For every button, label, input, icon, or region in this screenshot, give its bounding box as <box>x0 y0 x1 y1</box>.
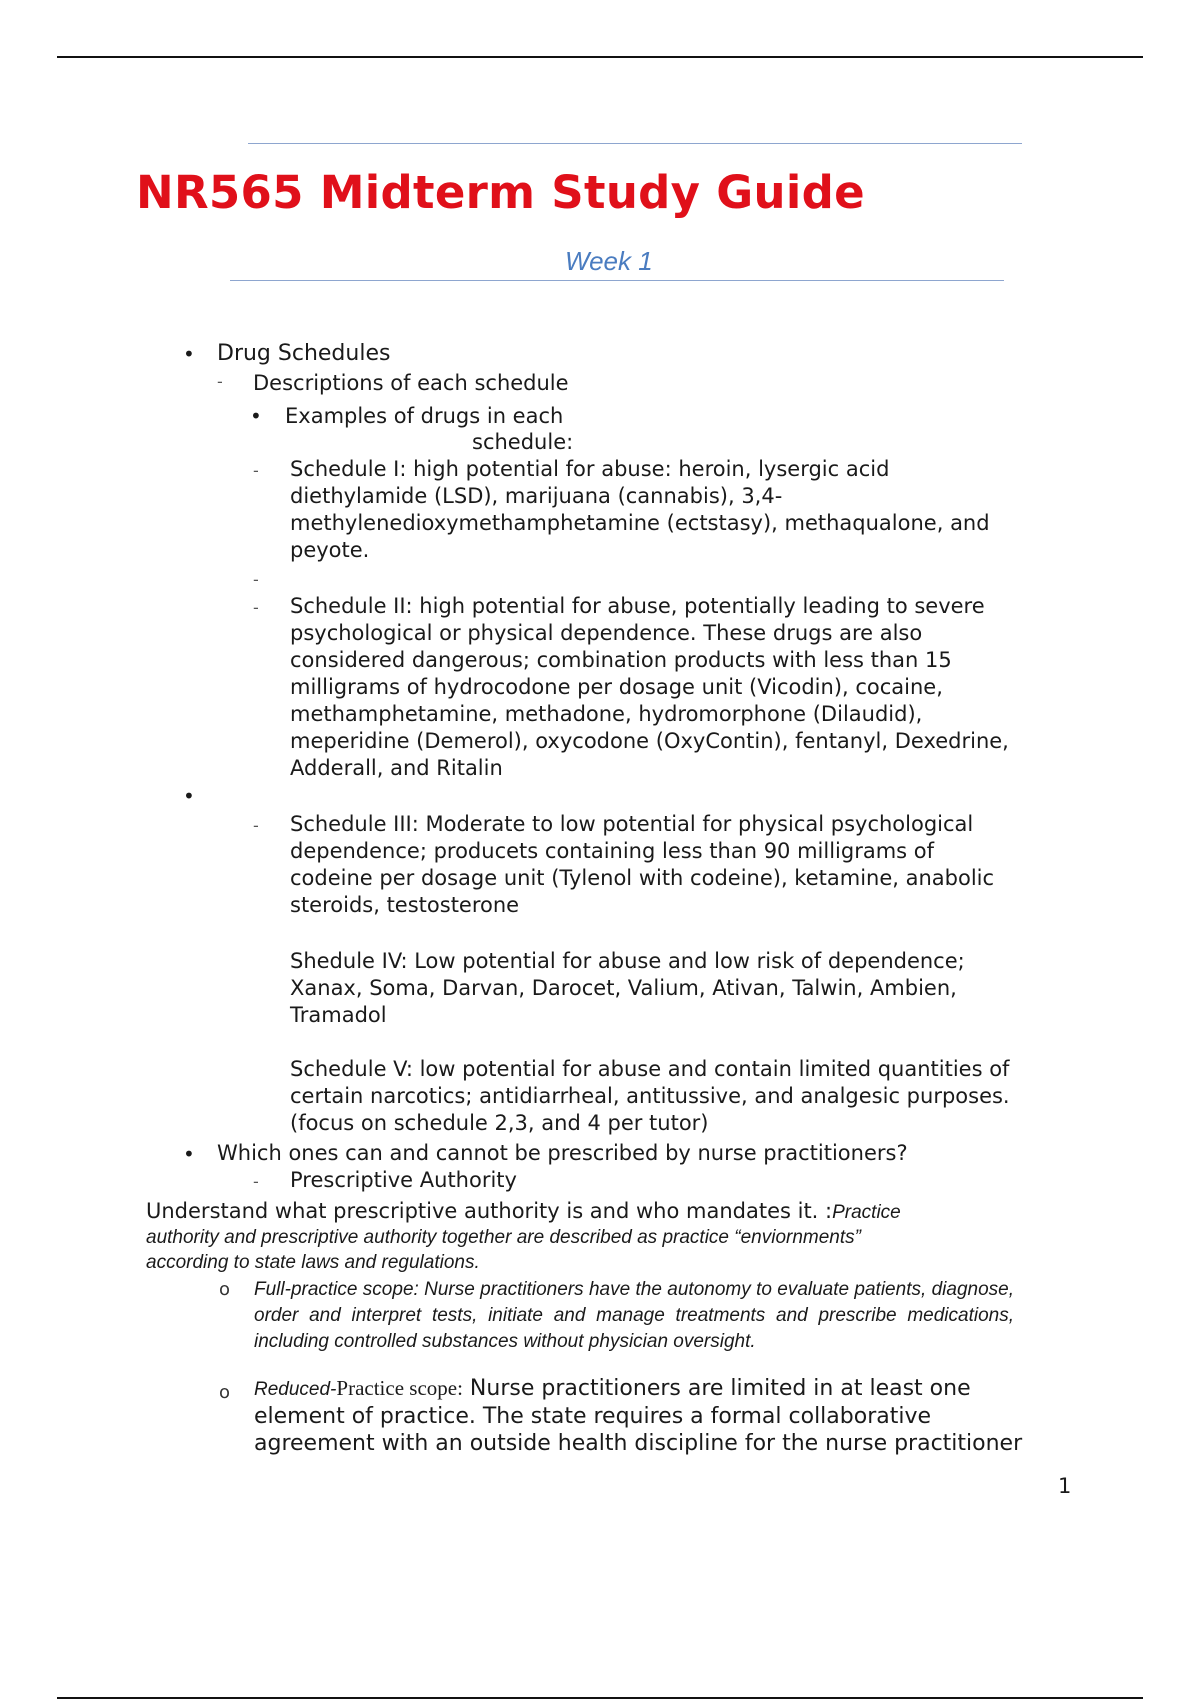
circle-bullet-icon: o <box>219 1382 231 1403</box>
item-descriptions: Descriptions of each schedule <box>253 371 569 395</box>
item-np-question: Which ones can and cannot be prescribed by nurse practitioners? <box>217 1141 908 1165</box>
bullet-icon: • <box>183 342 195 366</box>
bullet-icon: • <box>183 784 195 808</box>
item-examples-line2: schedule: <box>472 430 574 454</box>
full-practice-scope-text: Full-practice scope: Nurse practitioners have the autonomy to evaluate patients, diagnose, order and interpret tests, initiate and manage treatments and prescribe medications, including controlled substances without physician oversight. <box>254 1279 1014 1352</box>
heading-drug-schedules: Drug Schedules <box>217 341 391 366</box>
page-top-rule <box>57 56 1143 58</box>
title-rule-lower <box>230 280 1004 281</box>
item-prescriptive-authority: Prescriptive Authority <box>290 1168 517 1192</box>
dash-icon: - <box>217 372 223 391</box>
schedule-4-text: Shedule IV: Low potential for abuse and low risk of dependence; Xanax, Soma, Darvan, Darocet, Valium, Ativan, Talwin, Ambien, Tramadol <box>290 949 965 1027</box>
bullet-icon: • <box>250 404 262 428</box>
schedule-3-text: Schedule III: Moderate to low potential for physical psychological dependence; producets containing less than 90 milligrams of codeine per dosage unit (Tylenol with codeine), ketamine, anabolic steroids, testosterone <box>290 812 995 917</box>
schedule-5-text: Schedule V: low potential for abuse and contain limited quantities of certain narcotics; antidiarrheal, antitussive, and analgesic purposes. (focus on schedule 2,3, and 4 per tutor) <box>290 1057 1010 1135</box>
dash-icon: - <box>253 816 259 835</box>
schedule-2-text: Schedule II: high potential for abuse, potentially leading to severe psychological or physical dependence. These drugs are also considered dangerous; combination products with less than 15 milligrams of hydrocodone per dosage unit (Vicodin), cocaine, methamphetamine, methadone, hydromorphone (Dilaudid), meperidine (Demerol), oxycodone (OxyContin), fentanyl, Dexedrine, Adderall, and Ritalin <box>290 594 1009 780</box>
page-number: 1 <box>1058 1474 1072 1498</box>
dash-icon: - <box>253 1172 259 1191</box>
page-bottom-rule <box>57 1697 1143 1699</box>
reduced-practice-scope-text: Reduced-Practice scope: Nurse practitioners are limited in at least one element of practice. The state requires a formal collaborative agreement with an outside health discipline for the nurse practitioner <box>254 1376 1023 1456</box>
bullet-icon: • <box>183 1142 195 1166</box>
week-subtitle: Week 1 <box>565 246 653 276</box>
document-title: NR565 Midterm Study Guide <box>136 166 865 219</box>
schedule-1-text: Schedule I: high potential for abuse: heroin, lysergic acid diethylamide (LSD), marijuana (cannabis), 3,4- methylenedioxymethamphetamine (ectstasy), methaqualone, and peyote. <box>290 457 990 562</box>
dash-icon: - <box>253 598 259 617</box>
dash-icon: - <box>253 461 259 480</box>
authority-intro-italic: Practice <box>832 1202 901 1223</box>
authority-intro-plain: Understand what prescriptive authority is and who mandates it. : <box>146 1199 833 1223</box>
circle-bullet-icon: o <box>219 1279 231 1300</box>
authority-intro-paragraph: Understand what prescriptive authority is and who mandates it. :Practice authority and prescriptive authority together are described as practice “enviornments” according to state laws and regulations. <box>146 1199 901 1273</box>
dash-icon: - <box>253 570 259 589</box>
item-examples-line1: Examples of drugs in each <box>285 404 564 428</box>
title-rule-upper <box>248 143 1022 144</box>
